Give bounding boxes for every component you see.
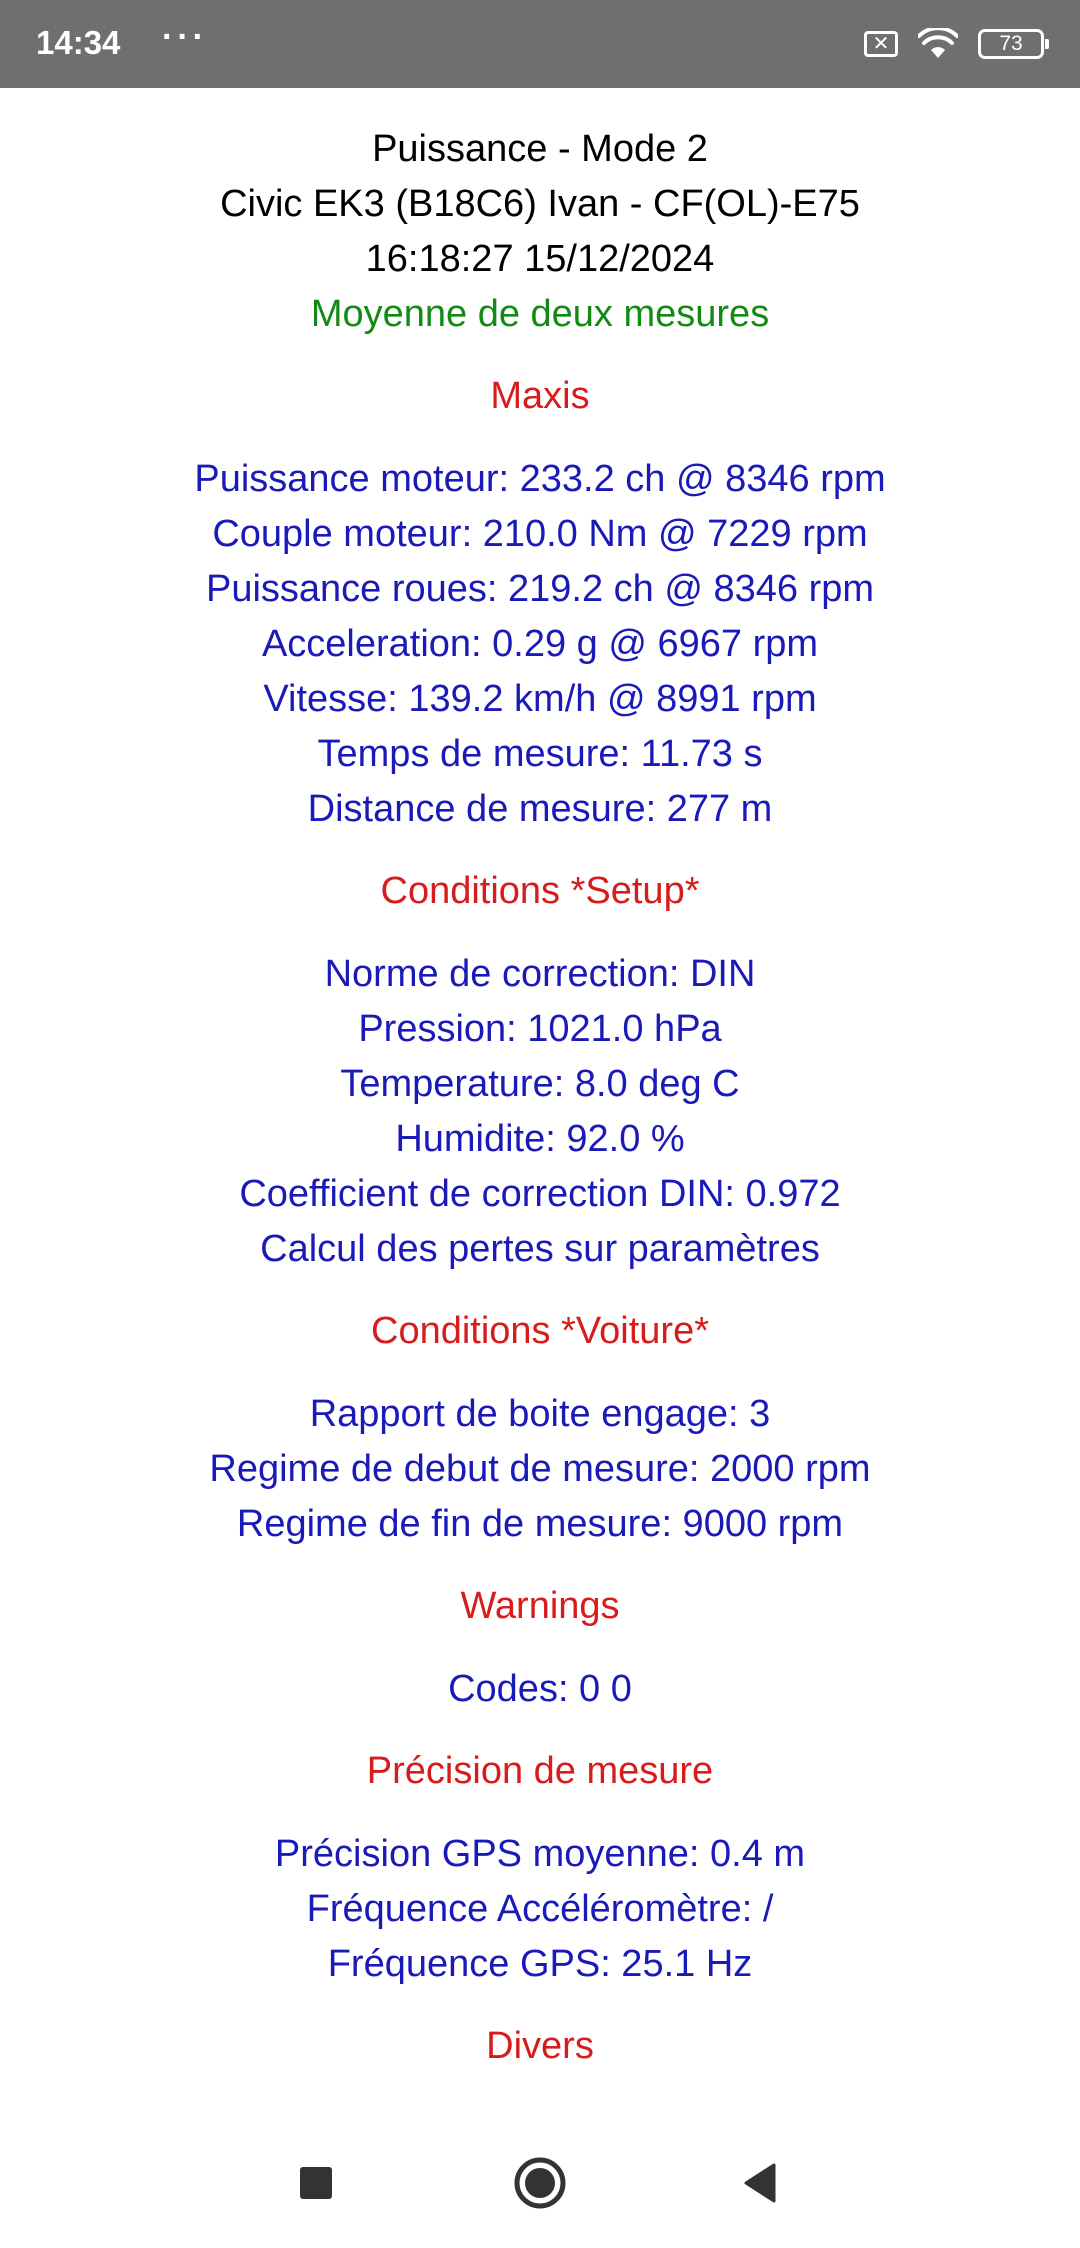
- measure-distance-line: Distance de mesure: 277 m: [307, 788, 773, 830]
- home-circle-icon[interactable]: [507, 2150, 573, 2216]
- section-title-car: Conditions *Voiture*: [371, 1310, 709, 1352]
- correction-coefficient-line: Coefficient de correction DIN: 0.972: [239, 1173, 841, 1215]
- report-header: [0, 88, 1080, 342]
- section-precision: [0, 1827, 1080, 1992]
- engine-torque-line: Couple moteur: 210.0 Nm @ 7229 rpm: [212, 513, 868, 555]
- section-title-precision: Précision de mesure: [366, 1750, 714, 1792]
- section-setup: [0, 947, 1080, 1277]
- status-bar: [0, 0, 1080, 88]
- report-subtitle: Moyenne de deux mesures: [310, 293, 770, 335]
- report-title: Puissance - Mode 2: [372, 128, 708, 170]
- gps-frequency-line: Fréquence GPS: 25.1 Hz: [327, 1943, 753, 1985]
- end-rpm-line: Regime de fin de mesure: 9000 rpm: [236, 1503, 844, 1545]
- status-time: 14:34: [36, 24, 121, 61]
- measure-time-line: Temps de mesure: 11.73 s: [317, 733, 763, 775]
- no-sim-icon: ✕: [864, 31, 898, 57]
- status-icons: [864, 26, 1044, 62]
- measurement-datetime: 16:18:27 15/12/2024: [365, 238, 715, 280]
- navigation-bar: [0, 2118, 1080, 2248]
- section-title-setup: Conditions *Setup*: [380, 870, 700, 912]
- section-title-warnings: Warnings: [460, 1585, 620, 1627]
- section-warnings: [0, 1662, 1080, 1717]
- accelerometer-frequency-line: Fréquence Accéléromètre: /: [306, 1888, 774, 1930]
- section-car: [0, 1387, 1080, 1552]
- temperature-line: Temperature: 8.0 deg C: [340, 1063, 740, 1105]
- report-content[interactable]: [0, 88, 1080, 2118]
- section-title-misc: Divers: [486, 2025, 594, 2067]
- section-maxis: [0, 452, 1080, 837]
- humidity-line: Humidite: 92.0 %: [395, 1118, 685, 1160]
- acceleration-line: Acceleration: 0.29 g @ 6967 rpm: [261, 623, 819, 665]
- notification-dots-icon: ···: [162, 18, 208, 56]
- recents-square-icon[interactable]: [283, 2150, 349, 2216]
- start-rpm-line: Regime de debut de mesure: 2000 rpm: [209, 1448, 871, 1490]
- speed-line: Vitesse: 139.2 km/h @ 8991 rpm: [263, 678, 817, 720]
- pressure-line: Pression: 1021.0 hPa: [358, 1008, 722, 1050]
- section-title-maxis: Maxis: [490, 375, 590, 417]
- gear-line: Rapport de boite engage: 3: [309, 1393, 771, 1435]
- vehicle-label: Civic EK3 (B18C6) Ivan - CF(OL)-E75: [220, 183, 860, 225]
- back-triangle-icon[interactable]: [727, 2150, 793, 2216]
- losses-calculation-line: Calcul des pertes sur paramètres: [260, 1228, 820, 1270]
- gps-precision-line: Précision GPS moyenne: 0.4 m: [274, 1833, 806, 1875]
- engine-power-line: Puissance moteur: 233.2 ch @ 8346 rpm: [194, 458, 886, 500]
- warning-codes-line: Codes: 0 0: [448, 1668, 632, 1710]
- wheel-power-line: Puissance roues: 219.2 ch @ 8346 rpm: [205, 568, 875, 610]
- wifi-icon: [918, 28, 958, 60]
- correction-norm-line: Norme de correction: DIN: [324, 953, 756, 995]
- battery-icon: 73: [978, 29, 1044, 59]
